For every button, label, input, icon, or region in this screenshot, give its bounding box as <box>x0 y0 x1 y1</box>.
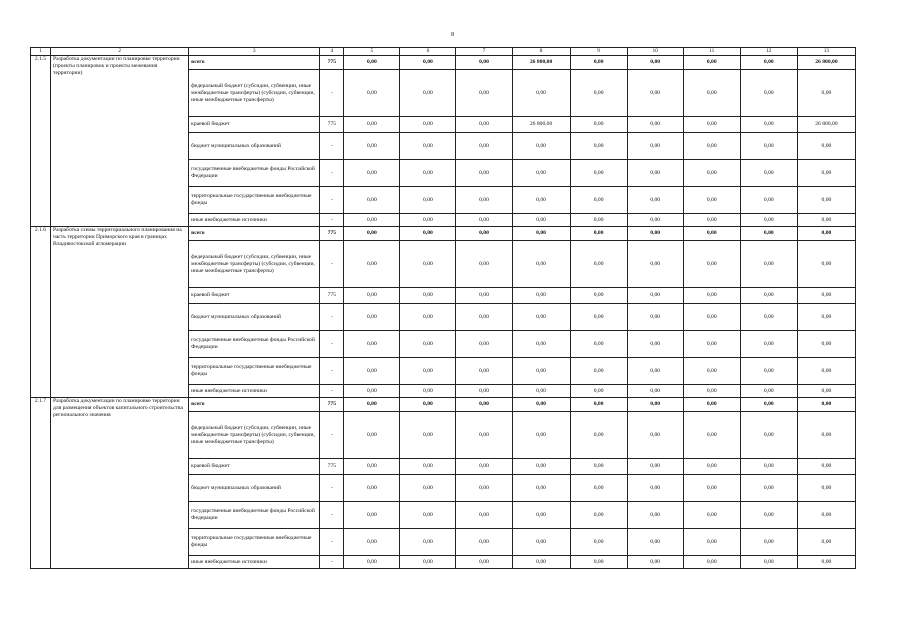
amount-cell: 0,00 <box>740 288 797 304</box>
budget-code-cell: 775 <box>320 117 344 133</box>
amount-cell: 0,00 <box>570 56 627 70</box>
page-number: 8 <box>451 32 454 38</box>
amount-cell: 0,00 <box>683 241 740 288</box>
column-header: 11 <box>683 48 740 56</box>
column-header: 8 <box>512 48 570 56</box>
amount-cell: 0,00 <box>797 412 855 459</box>
amount-cell: 0,00 <box>683 529 740 556</box>
amount-cell: 0,00 <box>456 331 512 358</box>
amount-cell: 0,00 <box>797 502 855 529</box>
funding-source: бюджет муниципальных образований <box>189 475 320 502</box>
item-code: 2.1.7 <box>31 398 51 569</box>
amount-cell: 0,00 <box>456 358 512 385</box>
amount-cell: 0,00 <box>570 288 627 304</box>
amount-cell: 0,00 <box>344 304 400 331</box>
budget-code-cell: - <box>320 160 344 187</box>
amount-cell: 0,00 <box>740 214 797 227</box>
column-header: 9 <box>570 48 627 56</box>
funding-source: всего <box>189 227 320 241</box>
amount-cell: 0,00 <box>400 529 456 556</box>
amount-cell: 0,00 <box>456 529 512 556</box>
amount-cell: 0,00 <box>344 214 400 227</box>
amount-cell: 0,00 <box>740 331 797 358</box>
amount-cell: 0,00 <box>570 398 627 412</box>
amount-cell: 0,00 <box>797 529 855 556</box>
funding-source: федеральный бюджет (субсидии, субвенции, иные межбюджетные трансферты) (субсидии, субвенции, иные межбюджетные трансферты) <box>189 70 320 117</box>
amount-cell: 0,00 <box>400 358 456 385</box>
amount-cell: 0,00 <box>456 412 512 459</box>
amount-cell: 26 800,00 <box>512 117 570 133</box>
amount-cell: 0,00 <box>456 288 512 304</box>
amount-cell: 0,00 <box>344 331 400 358</box>
amount-cell: 0,00 <box>570 117 627 133</box>
amount-cell: 0,00 <box>740 385 797 398</box>
amount-cell: 0,00 <box>400 187 456 214</box>
amount-cell: 0,00 <box>683 358 740 385</box>
amount-cell: 0,00 <box>570 385 627 398</box>
funding-source: государственные внебюджетные фонды Российской Федерации <box>189 502 320 529</box>
amount-cell: 0,00 <box>512 304 570 331</box>
amount-cell: 0,00 <box>512 133 570 160</box>
amount-cell: 0,00 <box>512 214 570 227</box>
amount-cell: 0,00 <box>683 385 740 398</box>
amount-cell: 0,00 <box>683 502 740 529</box>
amount-cell: 0,00 <box>570 412 627 459</box>
column-header: 13 <box>797 48 855 56</box>
amount-cell: 0,00 <box>344 160 400 187</box>
amount-cell: 0,00 <box>627 117 683 133</box>
amount-cell: 0,00 <box>683 160 740 187</box>
amount-cell: 0,00 <box>512 160 570 187</box>
amount-cell: 0,00 <box>683 412 740 459</box>
item-code: 2.1.6 <box>31 227 51 398</box>
funding-source: федеральный бюджет (субсидии, субвенции, иные межбюджетные трансферты) (субсидии, субвенции, иные межбюджетные трансферты) <box>189 241 320 288</box>
amount-cell: 0,00 <box>627 475 683 502</box>
amount-cell: 0,00 <box>400 117 456 133</box>
amount-cell: 0,00 <box>456 459 512 475</box>
funding-source: территориальные государственные внебюджетные фонды <box>189 358 320 385</box>
amount-cell: 0,00 <box>400 398 456 412</box>
amount-cell: 0,00 <box>344 241 400 288</box>
amount-cell: 0,00 <box>570 358 627 385</box>
budget-code-cell: - <box>320 304 344 331</box>
column-header: 3 <box>189 48 320 56</box>
amount-cell: 0,00 <box>627 529 683 556</box>
amount-cell: 0,00 <box>344 187 400 214</box>
amount-cell: 0,00 <box>512 398 570 412</box>
amount-cell: 0,00 <box>683 398 740 412</box>
amount-cell: 0,00 <box>627 133 683 160</box>
column-header: 2 <box>51 48 189 56</box>
amount-cell: 0,00 <box>797 304 855 331</box>
amount-cell: 0,00 <box>570 241 627 288</box>
amount-cell: 0,00 <box>456 214 512 227</box>
funding-source: государственные внебюджетные фонды Российской Федерации <box>189 160 320 187</box>
amount-cell: 0,00 <box>570 475 627 502</box>
amount-cell: 0,00 <box>456 160 512 187</box>
amount-cell: 0,00 <box>456 502 512 529</box>
table-row <box>31 56 856 70</box>
amount-cell: 0,00 <box>683 556 740 569</box>
funding-source: бюджет муниципальных образований <box>189 133 320 160</box>
amount-cell: 0,00 <box>683 288 740 304</box>
amount-cell: 0,00 <box>683 459 740 475</box>
amount-cell: 0,00 <box>400 459 456 475</box>
amount-cell: 0,00 <box>627 187 683 214</box>
column-header: 4 <box>320 48 344 56</box>
amount-cell: 0,00 <box>344 475 400 502</box>
item-name: Разработка документации по планировке территории (проекты планировок и проекты межевания территории) <box>51 56 189 227</box>
amount-cell: 0,00 <box>512 187 570 214</box>
amount-cell: 0,00 <box>344 398 400 412</box>
amount-cell: 0,00 <box>627 160 683 187</box>
amount-cell: 0,00 <box>400 304 456 331</box>
amount-cell: 0,00 <box>512 529 570 556</box>
amount-cell: 0,00 <box>627 398 683 412</box>
amount-cell: 0,00 <box>512 288 570 304</box>
amount-cell: 0,00 <box>570 529 627 556</box>
amount-cell: 0,00 <box>740 412 797 459</box>
amount-cell: 0,00 <box>627 331 683 358</box>
budget-code-cell: 775 <box>320 459 344 475</box>
budget-code-cell: 775 <box>320 56 344 70</box>
amount-cell: 0,00 <box>456 475 512 502</box>
budget-code-cell: - <box>320 358 344 385</box>
item-name: Разработка схемы территориального планирования на часть территории Приморского края в границах Владивостокской агломерации <box>51 227 189 398</box>
amount-cell: 0,00 <box>627 304 683 331</box>
budget-code-cell: - <box>320 241 344 288</box>
funding-source: краевой бюджет <box>189 459 320 475</box>
item-code: 2.1.5 <box>31 56 51 227</box>
amount-cell: 0,00 <box>400 160 456 187</box>
amount-cell: 0,00 <box>456 241 512 288</box>
amount-cell: 0,00 <box>456 398 512 412</box>
amount-cell: 0,00 <box>344 117 400 133</box>
amount-cell: 0,00 <box>400 502 456 529</box>
column-header: 7 <box>456 48 512 56</box>
amount-cell: 0,00 <box>456 117 512 133</box>
column-header: 1 <box>31 48 51 56</box>
amount-cell: 0,00 <box>400 331 456 358</box>
amount-cell: 0,00 <box>570 556 627 569</box>
amount-cell: 0,00 <box>512 227 570 241</box>
amount-cell: 0,00 <box>740 502 797 529</box>
amount-cell: 0,00 <box>456 227 512 241</box>
amount-cell: 0,00 <box>570 160 627 187</box>
budget-table <box>30 47 856 569</box>
budget-code-cell: - <box>320 502 344 529</box>
amount-cell: 0,00 <box>400 56 456 70</box>
amount-cell: 0,00 <box>400 556 456 569</box>
amount-cell: 0,00 <box>627 358 683 385</box>
amount-cell: 0,00 <box>627 214 683 227</box>
budget-code-cell: - <box>320 70 344 117</box>
amount-cell: 0,00 <box>797 385 855 398</box>
amount-cell: 0,00 <box>344 288 400 304</box>
amount-cell: 26 800,00 <box>797 117 855 133</box>
amount-cell: 0,00 <box>627 459 683 475</box>
column-header: 5 <box>344 48 400 56</box>
amount-cell: 0,00 <box>400 214 456 227</box>
amount-cell: 0,00 <box>683 304 740 331</box>
amount-cell: 0,00 <box>344 70 400 117</box>
amount-cell: 0,00 <box>344 358 400 385</box>
amount-cell: 0,00 <box>400 241 456 288</box>
amount-cell: 0,00 <box>400 70 456 117</box>
amount-cell: 0,00 <box>740 187 797 214</box>
amount-cell: 0,00 <box>627 241 683 288</box>
amount-cell: 0,00 <box>683 133 740 160</box>
amount-cell: 0,00 <box>797 288 855 304</box>
amount-cell: 0,00 <box>570 227 627 241</box>
amount-cell: 0,00 <box>740 529 797 556</box>
amount-cell: 0,00 <box>570 214 627 227</box>
funding-source: иные внебюджетные источники <box>189 385 320 398</box>
amount-cell: 0,00 <box>683 475 740 502</box>
amount-cell: 0,00 <box>344 385 400 398</box>
amount-cell: 0,00 <box>797 70 855 117</box>
amount-cell: 0,00 <box>400 133 456 160</box>
amount-cell: 0,00 <box>683 70 740 117</box>
amount-cell: 0,00 <box>456 385 512 398</box>
amount-cell: 0,00 <box>740 459 797 475</box>
column-header: 6 <box>400 48 456 56</box>
amount-cell: 0,00 <box>512 385 570 398</box>
funding-source: государственные внебюджетные фонды Российской Федерации <box>189 331 320 358</box>
table-body <box>31 56 856 569</box>
amount-cell: 0,00 <box>797 214 855 227</box>
amount-cell: 0,00 <box>570 187 627 214</box>
budget-code-cell: - <box>320 214 344 227</box>
amount-cell: 0,00 <box>627 502 683 529</box>
amount-cell: 0,00 <box>512 358 570 385</box>
amount-cell: 0,00 <box>627 70 683 117</box>
amount-cell: 0,00 <box>400 475 456 502</box>
funding-source: бюджет муниципальных образований <box>189 304 320 331</box>
budget-code-cell: - <box>320 385 344 398</box>
amount-cell: 0,00 <box>740 398 797 412</box>
amount-cell: 0,00 <box>512 241 570 288</box>
amount-cell: 0,00 <box>512 70 570 117</box>
item-name: Разработка документации по планировке территории для размещения объектов капитального строительства регионального значения <box>51 398 189 569</box>
amount-cell: 0,00 <box>512 556 570 569</box>
amount-cell: 0,00 <box>512 459 570 475</box>
budget-code-cell: - <box>320 556 344 569</box>
amount-cell: 0,00 <box>456 56 512 70</box>
amount-cell: 0,00 <box>683 214 740 227</box>
amount-cell: 0,00 <box>797 227 855 241</box>
amount-cell: 0,00 <box>627 56 683 70</box>
amount-cell: 26 800,00 <box>797 56 855 70</box>
column-header: 10 <box>627 48 683 56</box>
funding-source: всего <box>189 56 320 70</box>
amount-cell: 0,00 <box>740 556 797 569</box>
amount-cell: 0,00 <box>456 70 512 117</box>
budget-code-cell: 775 <box>320 227 344 241</box>
budget-code-cell: - <box>320 529 344 556</box>
amount-cell: 0,00 <box>740 133 797 160</box>
amount-cell: 0,00 <box>627 412 683 459</box>
amount-cell: 0,00 <box>570 133 627 160</box>
amount-cell: 0,00 <box>797 331 855 358</box>
amount-cell: 0,00 <box>627 385 683 398</box>
amount-cell: 0,00 <box>344 556 400 569</box>
amount-cell: 0,00 <box>400 385 456 398</box>
amount-cell: 0,00 <box>344 412 400 459</box>
amount-cell: 0,00 <box>400 412 456 459</box>
funding-source: территориальные государственные внебюджетные фонды <box>189 529 320 556</box>
budget-code-cell: - <box>320 331 344 358</box>
amount-cell: 0,00 <box>344 227 400 241</box>
budget-code-cell: - <box>320 187 344 214</box>
budget-code-cell: - <box>320 475 344 502</box>
funding-source: территориальные государственные внебюджетные фонды <box>189 187 320 214</box>
header-row <box>31 48 856 56</box>
funding-source: иные внебюджетные источники <box>189 556 320 569</box>
amount-cell: 0,00 <box>570 502 627 529</box>
amount-cell: 0,00 <box>456 556 512 569</box>
amount-cell: 0,00 <box>740 117 797 133</box>
amount-cell: 0,00 <box>797 241 855 288</box>
amount-cell: 0,00 <box>740 56 797 70</box>
amount-cell: 0,00 <box>512 412 570 459</box>
amount-cell: 0,00 <box>683 227 740 241</box>
amount-cell: 0,00 <box>683 187 740 214</box>
amount-cell: 0,00 <box>344 133 400 160</box>
amount-cell: 0,00 <box>344 56 400 70</box>
amount-cell: 0,00 <box>797 556 855 569</box>
amount-cell: 0,00 <box>797 133 855 160</box>
amount-cell: 0,00 <box>456 187 512 214</box>
funding-source: иные внебюджетные источники <box>189 214 320 227</box>
amount-cell: 0,00 <box>740 358 797 385</box>
amount-cell: 0,00 <box>400 227 456 241</box>
budget-code-cell: - <box>320 133 344 160</box>
amount-cell: 0,00 <box>570 331 627 358</box>
budget-code-cell: - <box>320 412 344 459</box>
amount-cell: 0,00 <box>627 227 683 241</box>
amount-cell: 0,00 <box>683 331 740 358</box>
funding-source: краевой бюджет <box>189 288 320 304</box>
amount-cell: 0,00 <box>797 160 855 187</box>
amount-cell: 0,00 <box>512 331 570 358</box>
amount-cell: 0,00 <box>627 556 683 569</box>
amount-cell: 0,00 <box>627 288 683 304</box>
amount-cell: 0,00 <box>400 288 456 304</box>
amount-cell: 0,00 <box>740 475 797 502</box>
amount-cell: 0,00 <box>344 529 400 556</box>
amount-cell: 0,00 <box>456 304 512 331</box>
table-row <box>31 398 856 412</box>
amount-cell: 0,00 <box>797 358 855 385</box>
amount-cell: 0,00 <box>740 70 797 117</box>
amount-cell: 0,00 <box>344 459 400 475</box>
budget-code-cell: 775 <box>320 288 344 304</box>
amount-cell: 0,00 <box>512 502 570 529</box>
amount-cell: 0,00 <box>797 187 855 214</box>
column-header: 12 <box>740 48 797 56</box>
amount-cell: 0,00 <box>344 502 400 529</box>
amount-cell: 0,00 <box>570 304 627 331</box>
amount-cell: 0,00 <box>740 160 797 187</box>
amount-cell: 0,00 <box>797 459 855 475</box>
table-row <box>31 227 856 241</box>
amount-cell: 0,00 <box>683 117 740 133</box>
amount-cell: 0,00 <box>797 398 855 412</box>
amount-cell: 0,00 <box>570 70 627 117</box>
amount-cell: 26 800,00 <box>512 56 570 70</box>
funding-source: всего <box>189 398 320 412</box>
funding-source: краевой бюджет <box>189 117 320 133</box>
amount-cell: 0,00 <box>570 459 627 475</box>
amount-cell: 0,00 <box>512 475 570 502</box>
funding-source: федеральный бюджет (субсидии, субвенции, иные межбюджетные трансферты) (субсидии, субвенции, иные межбюджетные трансферты) <box>189 412 320 459</box>
budget-code-cell: 775 <box>320 398 344 412</box>
amount-cell: 0,00 <box>683 56 740 70</box>
amount-cell: 0,00 <box>740 241 797 288</box>
amount-cell: 0,00 <box>740 227 797 241</box>
amount-cell: 0,00 <box>456 133 512 160</box>
amount-cell: 0,00 <box>740 304 797 331</box>
amount-cell: 0,00 <box>797 475 855 502</box>
